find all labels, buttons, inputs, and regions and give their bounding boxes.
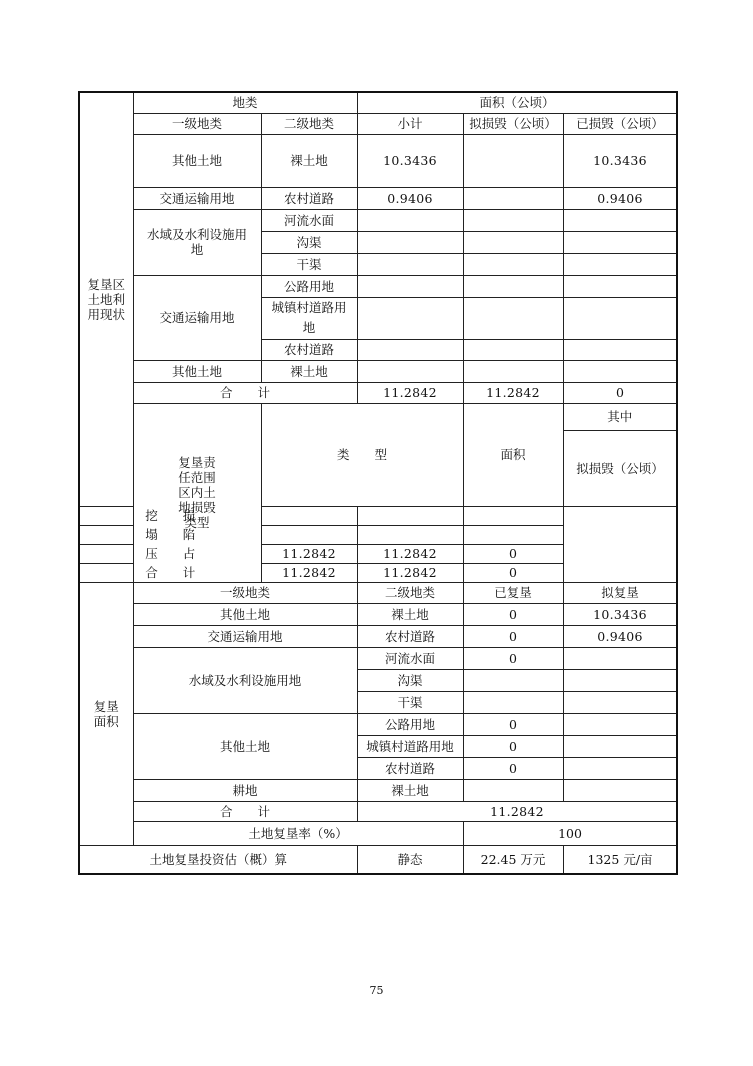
table-row: 压 占 11.2842 11.2842 0: [79, 544, 677, 563]
rate-row: 土地复垦率（%） 100: [79, 821, 677, 845]
header-area: 面积（公顷）: [357, 92, 677, 113]
table-row: 其他土地 裸土地 0 10.3436: [79, 603, 677, 625]
total-row: 合 计 11.2842 11.2842 0: [79, 382, 677, 403]
header-planned: 拟损毁（公顷）: [463, 113, 563, 134]
header-reclaimed: 已复垦: [463, 582, 563, 603]
header-among: 其中: [563, 403, 677, 430]
table-row: 城镇村道路用地 0: [79, 735, 677, 757]
total-row: 合 计 11.2842: [79, 801, 677, 821]
header-level1: 一级地类: [133, 582, 357, 603]
header-planned: 拟损毁（公顷）: [563, 430, 677, 506]
investment-row: 土地复垦投资估（概）算 静态 22.45 万元 1325 元/亩: [79, 845, 677, 874]
page-number: 75: [369, 984, 384, 997]
total-row: 合 计 11.2842 11.2842 0: [79, 563, 677, 582]
header-level1: 一级地类: [133, 113, 261, 134]
header-damaged: 已损毁（公顷）: [563, 113, 677, 134]
header-type: 类 型: [261, 403, 463, 506]
table-row: 交通运输用地 公路用地: [79, 275, 677, 297]
header-level2: 二级地类: [357, 582, 463, 603]
table-row: 耕地 裸土地: [79, 779, 677, 801]
table-row: 城镇村道路用地: [79, 297, 677, 339]
table-row: 农村道路: [79, 339, 677, 360]
table-row: 沟渠: [79, 669, 677, 691]
table-row: 其他土地 公路用地 0: [79, 713, 677, 735]
land-reclamation-table: [78, 91, 678, 875]
table-row: 沟渠: [79, 231, 677, 253]
table-row: 水域及水利设施用地 河流水面 0: [79, 647, 677, 669]
header-subtotal: 小计: [357, 113, 463, 134]
table-row: 交通运输用地 农村道路 0.9406 0.9406: [79, 187, 677, 209]
section3-label: 复垦 面积: [79, 582, 133, 845]
table-row: 挖 损: [79, 506, 677, 525]
header-area: 面积: [463, 403, 563, 506]
table-row: 农村道路 0: [79, 757, 677, 779]
table-row: 干渠: [79, 691, 677, 713]
section1-label: 复垦区 土地利 用现状: [79, 92, 133, 506]
header-to-reclaim: 拟复垦: [563, 582, 677, 603]
header-dilei: 地类: [133, 92, 357, 113]
table-row: 塌 陷: [79, 525, 677, 544]
section2-label: 复垦责 任范围 区内土 地损毁 类型: [133, 403, 261, 582]
table-row: 交通运输用地 农村道路 0 0.9406: [79, 625, 677, 647]
table-row: 干渠: [79, 253, 677, 275]
header-level2: 二级地类: [261, 113, 357, 134]
table-row: 其他土地 裸土地: [79, 360, 677, 382]
table-row: 水域及水利设施用地 河流水面: [79, 209, 677, 231]
table-row: 其他土地 裸土地 10.3436 10.3436: [79, 134, 677, 187]
